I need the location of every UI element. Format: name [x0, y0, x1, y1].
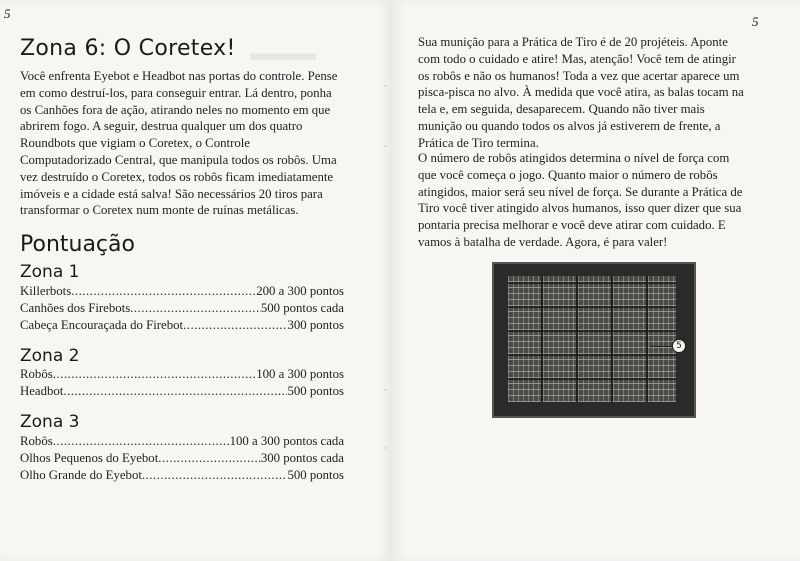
score-label: Olhos Pequenos do Eyebot	[20, 451, 159, 465]
left-page-number: 5	[4, 6, 11, 21]
score-row	[20, 367, 344, 382]
score-row	[20, 318, 344, 333]
leader-dots	[63, 384, 287, 399]
zone-3-heading: Zona 3	[20, 412, 80, 432]
section-title: Zona 6: O Coretex!	[20, 36, 236, 61]
score-value: 100 a 300 pontos	[256, 367, 344, 381]
leader-dots	[53, 434, 230, 449]
score-label: Killerbots	[20, 284, 72, 298]
score-row	[20, 434, 344, 449]
score-label: Canhões dos Firebots	[20, 301, 131, 315]
leader-dots	[53, 367, 256, 382]
section-paragraph	[20, 68, 340, 219]
section-paragraph-text: Você enfrenta Eyebot e Headbot nas portas do controle. Pense em como destruí-los, para conseguir entrar. Lá dentro, ponha os Canhões fora de ação, atirando neles no momento em que abrirem fogo. A seguir, destrua qualquer um dos quatro Roundbots que vigiam o Coretex, o Controle Computadorizado Central, que manipula todos os robôs. Uma vez destruído o Coretex, todos os robôs ficam imediatamente imóveis e a cidade está salva! São necessários 20 tiros para transformar o Coretex num monte de ruínas metálicas.	[20, 69, 338, 218]
leader-dots	[142, 468, 288, 483]
score-label: Robôs	[20, 367, 53, 381]
zone-2-heading: Zona 2	[20, 346, 80, 366]
score-row	[20, 451, 344, 466]
score-row	[20, 384, 344, 399]
score-label: Olho Grande do Eyebot	[20, 468, 142, 482]
score-value: 500 pontos	[287, 468, 344, 482]
right-paragraph-2	[418, 150, 748, 251]
right-paragraph-1-text: Sua munição para a Prática de Tiro é de 20 projéteis. Aponte com todo o cuidado e atire! Mas, atenção! Você tem de atingir os robôs e não os humanos! Toda a vez que acertar aparece um pisca-pisca no alvo. À medida que você atira, as balas tocam na tela e, em seguida, desaparecem. Quando não tiver mais munição ou quando todos os alvos já estiverem de frente, a Prática de Tiro termina.	[418, 35, 744, 150]
left-page	[0, 0, 393, 561]
target-practice-screenshot	[492, 262, 696, 418]
score-value: 200 a 300 pontos	[256, 284, 344, 298]
score-value: 300 pontos	[287, 318, 344, 332]
bleed-through-shadow: ▬▬▬	[250, 40, 316, 65]
score-row	[20, 468, 344, 483]
score-value: 300 pontos cada	[260, 451, 344, 465]
score-label: Robôs	[20, 434, 53, 448]
right-paragraph-2-text: O número de robôs atingidos determina o nível de força com que você começa o jogo. Quanto maior o número de robôs atingidos, maior será seu nível de força. Se durante a Prática de Tiro você tiver atingido alvos humanos, isso quer dizer que sua pontaria precisa melhorar e você deve atirar com cuidado. E vamos à batalha de verdade. Agora, é para valer!	[418, 151, 743, 249]
binding-mark: ·	[384, 82, 387, 92]
score-value: 100 a 300 pontos cada	[229, 434, 344, 448]
binding-mark: ·	[384, 142, 387, 152]
score-label: Headbot	[20, 384, 64, 398]
binding-mark: ·	[384, 444, 387, 454]
leader-dots	[158, 451, 261, 466]
figure-callout-number: 5	[672, 339, 686, 353]
right-paragraph-1	[418, 34, 748, 152]
callout-leader-line	[650, 346, 672, 347]
binding-mark: ·	[384, 386, 387, 396]
zone-1-heading: Zona 1	[20, 262, 80, 282]
score-row	[20, 301, 344, 316]
leader-dots	[71, 284, 256, 299]
right-page-number: 5	[752, 14, 759, 29]
score-heading: Pontuação	[20, 232, 135, 257]
score-row	[20, 284, 344, 299]
score-value: 500 pontos	[287, 384, 344, 398]
leader-dots	[130, 301, 261, 316]
score-value: 500 pontos cada	[260, 301, 344, 315]
leader-dots	[183, 318, 287, 333]
score-label: Cabeça Encouraçada do Firebot	[20, 318, 184, 332]
robot-grid-rows	[508, 276, 676, 402]
